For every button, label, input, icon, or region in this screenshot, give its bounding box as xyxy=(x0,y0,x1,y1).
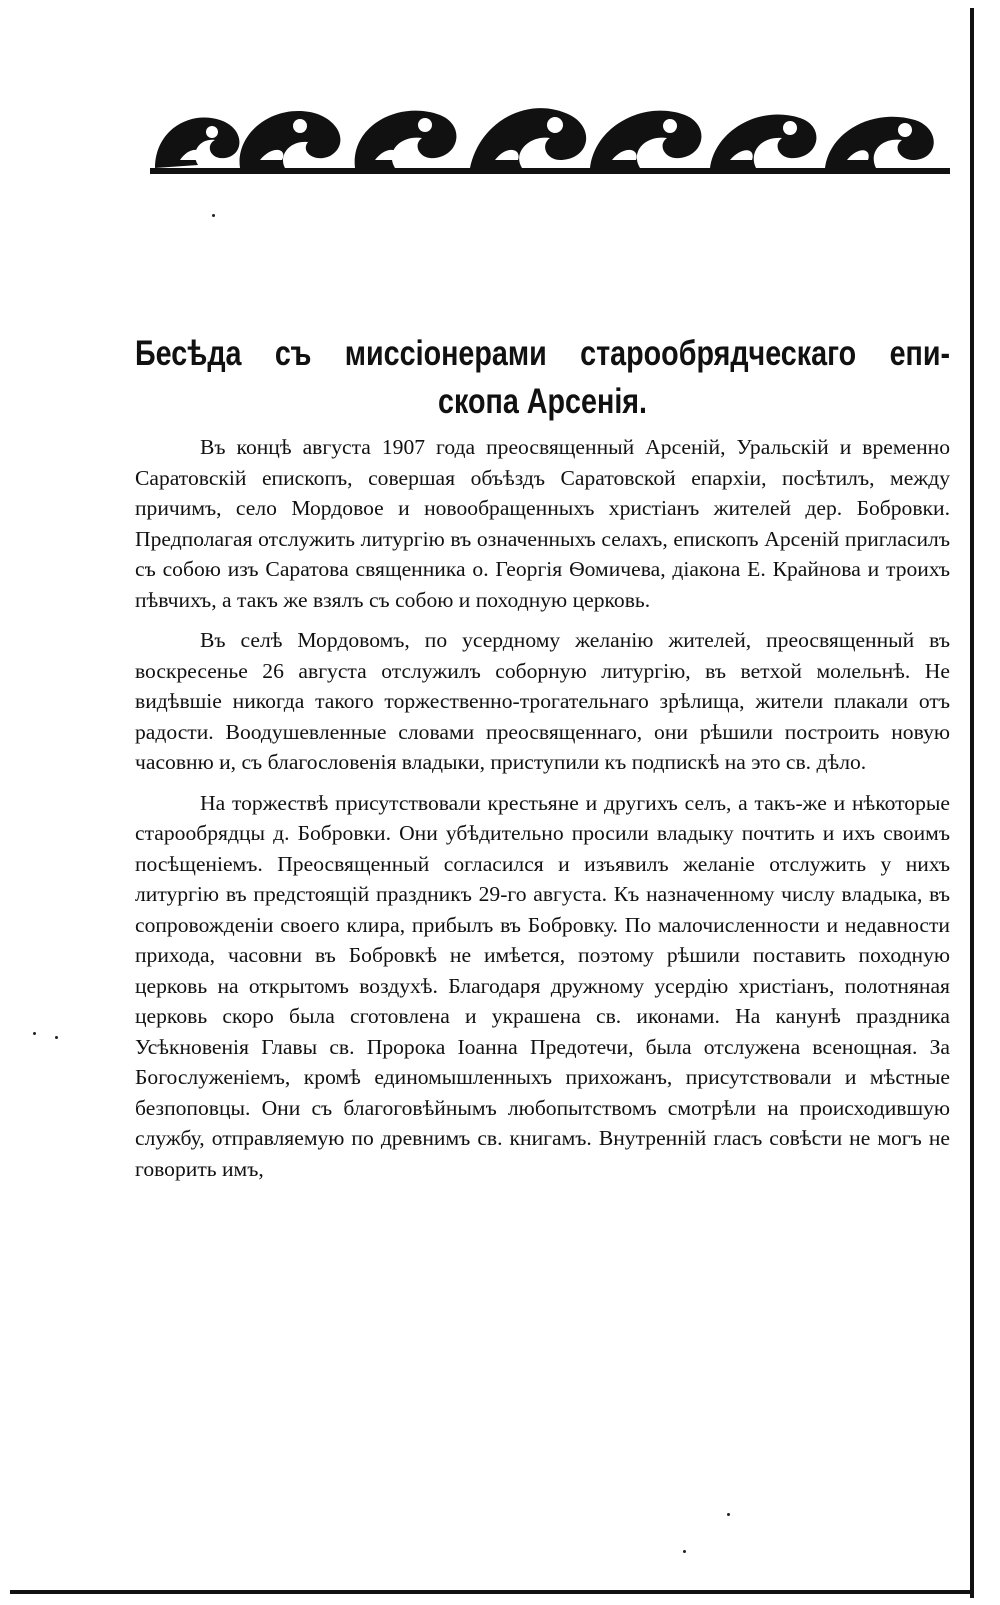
paragraph: На торжествѣ присутствовали крестьяне и другихъ селъ, а такъ-же и нѣкоторые старообрядцы д. Бобровки. Они убѣдительно просили владыку почтить и ихъ своимъ посѣщеніемъ. Преосвященный согласился и изъявилъ желаніе отслужить у нихъ литургію въ предстоящій праздникъ 29-го августа. Къ назначенному числу владыка, въ сопровожденіи своего клира, прибылъ въ Бобровку. По малочисленности и недавности прихода, часовни въ Бобровкѣ не имѣется, поэтому рѣшили поставить походную церковь на открытомъ воздухѣ. Благодаря дружному усердію христіанъ, полотняная церковь скоро была сготовлена и украшена св. иконами. На канунѣ праздника Усѣкновенія Главы св. Пророка Іоанна Предотечи, была отслужена всенощная. За Богослуженіемъ, кромѣ единомышленныхъ прихожанъ, присутствовали и мѣстные безпоповцы. Они съ благоговѣйнымъ любопытствомъ смотрѣли на происходившую службу, отправляемую по древнимъ св. книгамъ. Внутренній гласъ совѣсти не могъ не говорить имъ, xyxy=(135,790,950,1181)
print-speck xyxy=(212,214,215,217)
title-line-2: скопа Арсенія. xyxy=(438,382,648,421)
title-word: епи- xyxy=(889,334,951,373)
title-word: старообрядческаго xyxy=(580,334,857,373)
page-edge-bottom xyxy=(10,1590,974,1594)
title-word: Бесѣда xyxy=(135,334,242,373)
print-speck xyxy=(727,1513,730,1516)
paragraph: Въ селѣ Мордовомъ, по усердному желанію жителей, преосвященный въ воскресенье 26 августа отслужилъ соборную литургію, въ ветхой молельнѣ. Не видѣвшіе никогда такого торжественно-трогательнаго зрѣлища, жители плакали отъ радости. Воодушевленные словами преосвященнаго, они рѣшили построить новую часовню и, съ благословенія владыки, приступили къ подпискѣ на это св. дѣло. xyxy=(135,628,950,774)
print-speck xyxy=(683,1550,686,1553)
paragraph: Въ концѣ августа 1907 года преосвященный Арсеній, Уральскій и временно Саратовскій епископъ, совершая объѣздъ Саратовской епархіи, посѣтилъ, между причимъ, село Мордовое и новообращенныхъ христіанъ жителей дер. Бобровки. Предполагая отслужить литургію въ означенныхъ селахъ, епископъ Арсеній пригласилъ съ собою изъ Саратова священника о. Георгія Ѳомичева, діакона Е. Крайнова и троихъ пѣвчихъ, а такъ же взялъ съ собою и походную церковь. xyxy=(135,435,950,612)
print-speck xyxy=(55,1036,58,1039)
article-body xyxy=(135,432,950,1194)
page-edge-right xyxy=(970,8,974,1598)
title-word: миссіонерами xyxy=(344,334,547,373)
article-title xyxy=(135,330,950,426)
print-speck xyxy=(33,1032,36,1035)
ornamental-headpiece xyxy=(150,90,950,180)
title-word: съ xyxy=(274,334,312,373)
